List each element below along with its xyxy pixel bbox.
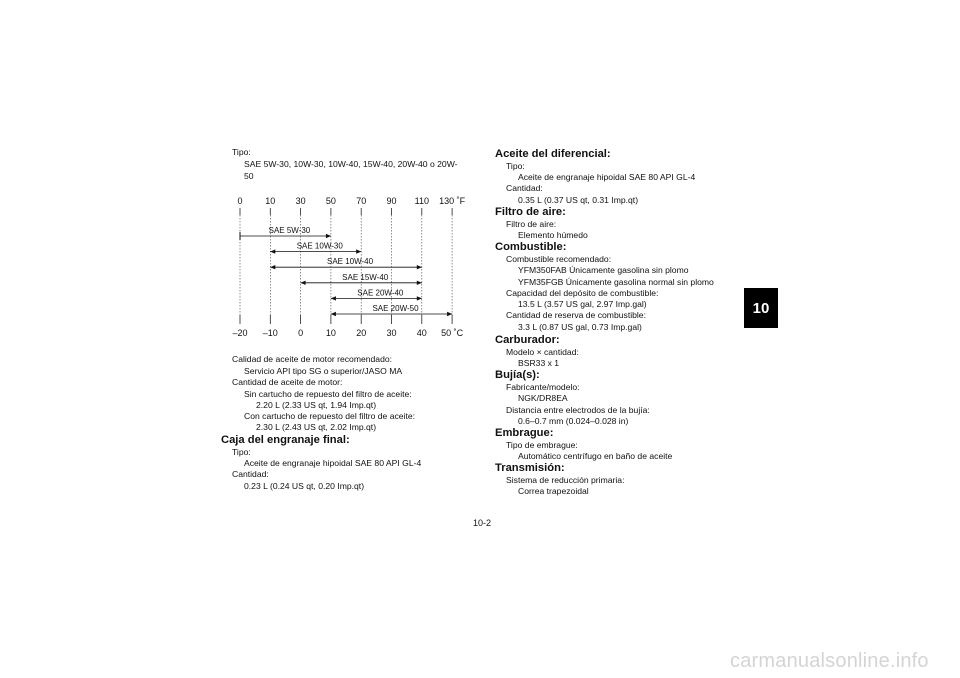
combustible-heading: Combustible:: [495, 241, 567, 253]
range-arrow-left: [331, 296, 336, 300]
top-tick-label: 130 ˚F: [439, 196, 466, 206]
oil-viscosity-chart: [224, 193, 484, 345]
sin-cartucho-value: 2.20 L (2.33 US qt, 1.94 Imp.qt): [256, 400, 377, 410]
top-tick-label: 70: [356, 196, 367, 206]
range-arrow-right: [326, 234, 331, 238]
bujia-dist-label: Distancia entre electrodos de la bujía:: [506, 405, 650, 415]
sin-cartucho-label: Sin cartucho de repuesto del filtro de aceite:: [244, 389, 412, 399]
top-tick-label: 0: [237, 196, 243, 206]
con-cartucho-value: 2.30 L (2.43 US qt, 2.02 Imp.qt): [256, 422, 377, 432]
range-arrow-left: [270, 265, 275, 269]
range-arrow-right: [447, 312, 452, 316]
bottom-tick-labels: [232, 328, 463, 338]
bottom-tick-label: 30: [386, 328, 397, 338]
bujia-fab-value: NGK/DR8EA: [518, 393, 568, 403]
range-label: SAE 20W-40: [357, 288, 404, 298]
watermark: carmanualsonline.info: [730, 650, 929, 672]
range-label: SAE 5W-30: [268, 226, 311, 235]
bottom-tick-label: 20: [356, 328, 367, 338]
range-label: SAE 10W-30: [296, 241, 343, 251]
bujia-fab-label: Fabricante/modelo:: [506, 382, 580, 392]
emb-label: Tipo de embrague:: [506, 440, 578, 450]
filtro-heading: Filtro de aire:: [495, 206, 566, 218]
diferencial-heading: Aceite del diferencial:: [495, 148, 611, 160]
emb-value: Automático centrífugo en baño de aceite: [518, 451, 673, 461]
tipo-value-line1: SAE 5W-30, 10W-30, 10W-40, 15W-40, 20W-40 o 20W-: [244, 159, 458, 169]
filtro-label: Filtro de aire:: [506, 219, 557, 229]
tipo-value-line2: 50: [244, 171, 254, 181]
comb-recom-value1: YFM350FAB Únicamente gasolina sin plomo: [518, 265, 689, 275]
calidad-value: Servicio API tipo SG o superior/JASO MA: [244, 366, 403, 376]
con-cartucho-label: Con cartucho de repuesto del filtro de aceite:: [244, 411, 416, 421]
viscosity-ranges: [240, 226, 452, 316]
chapter-tab: 10: [744, 288, 778, 328]
bottom-tick-label: 40: [416, 328, 427, 338]
range-arrow-right: [417, 265, 422, 269]
range-label: SAE 10W-40: [326, 257, 374, 267]
bottom-tick-label: –20: [232, 328, 248, 338]
dif-cantidad-label: Cantidad:: [506, 183, 543, 193]
trans-label: Sistema de reducción primaria:: [506, 475, 625, 485]
comb-recom-value2: YFM35FGB Únicamente gasolina normal sin plomo: [518, 277, 714, 287]
comb-reserva-label: Cantidad de reserva de combustible:: [506, 310, 646, 320]
range-label: SAE 15W-40: [342, 272, 389, 282]
carburador-heading: Carburador:: [495, 334, 560, 346]
filtro-value: Elemento húmedo: [518, 230, 588, 240]
trans-value: Correa trapezoidal: [518, 486, 589, 496]
bottom-tick-label: –10: [262, 328, 278, 338]
top-tick-labels: [237, 196, 465, 206]
range-arrow-left: [270, 249, 275, 253]
range-arrow-right: [356, 249, 361, 253]
top-tick-label: 110: [414, 196, 429, 206]
dif-cantidad-value: 0.35 L (0.37 US qt, 0.31 Imp.qt): [518, 195, 639, 205]
tipo-label: Tipo:: [232, 147, 251, 157]
range-arrow-right: [417, 296, 422, 300]
bujia-heading: Bujía(s):: [495, 369, 540, 381]
top-tick-label: 10: [265, 196, 276, 206]
caja-tipo-label: Tipo:: [232, 447, 251, 457]
range-arrow-left: [331, 312, 336, 316]
bottom-tick-label: 0: [298, 328, 304, 338]
comb-reserva-value: 3.3 L (0.87 US gal, 0.73 Imp.gal): [518, 322, 642, 332]
page-number: 10-2: [473, 518, 492, 528]
carb-label: Modelo × cantidad:: [506, 347, 579, 357]
dif-tipo-value: Aceite de engranaje hipoidal SAE 80 API GL-4: [518, 172, 696, 182]
comb-recom-label: Combustible recomendado:: [506, 254, 612, 264]
embrague-heading: Embrague:: [495, 427, 554, 439]
caja-cantidad-label: Cantidad:: [232, 469, 269, 479]
comb-capacidad-label: Capacidad del depósito de combustible:: [506, 288, 659, 298]
top-tick-label: 30: [295, 196, 306, 206]
caja-tipo-value: Aceite de engranaje hipoidal SAE 80 API GL-4: [244, 458, 422, 468]
top-tick-label: 90: [386, 196, 397, 206]
cantidad-label: Cantidad de aceite de motor:: [232, 377, 343, 387]
comb-capacidad-value: 13.5 L (3.57 US gal, 2.97 Imp.gal): [518, 299, 647, 309]
range-label: SAE 20W-50: [372, 304, 419, 313]
bottom-tick-label: 10: [325, 328, 336, 338]
transmision-heading: Transmisión:: [495, 462, 565, 474]
calidad-label: Calidad de aceite de motor recomendado:: [232, 354, 393, 364]
carb-value: BSR33 x 1: [518, 358, 560, 368]
range-arrow-left: [301, 281, 306, 285]
top-tick-label: 50: [325, 196, 336, 206]
bottom-tick-label: 50 ˚C: [441, 328, 464, 338]
range-arrow-right: [417, 281, 422, 285]
caja-heading: Caja del engranaje final:: [221, 434, 350, 446]
bujia-dist-value: 0.6–0.7 mm (0.024–0.028 in): [518, 416, 629, 426]
dif-tipo-label: Tipo:: [506, 161, 525, 171]
caja-cantidad-value: 0.23 L (0.24 US qt, 0.20 Imp.qt): [244, 481, 365, 491]
